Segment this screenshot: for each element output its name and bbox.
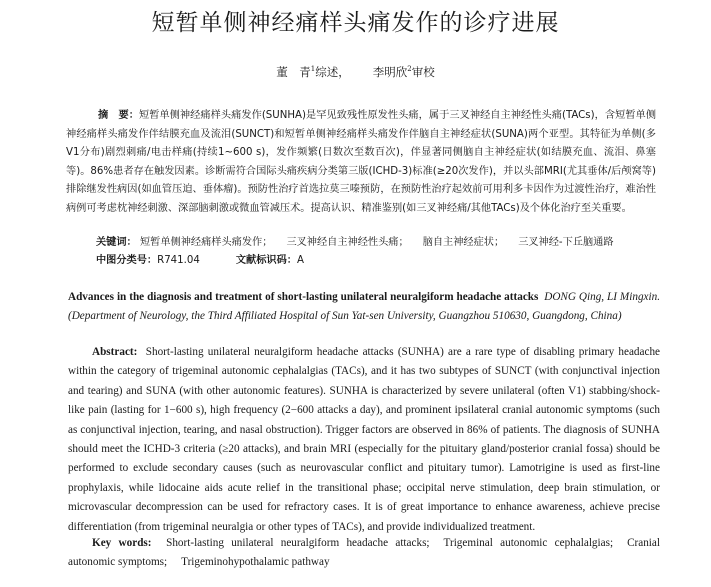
keywords-chinese [96, 233, 614, 248]
english-author-affiliation: DONG Qing, LI Mingxin. (Department of Neurology, the Third Affiliated Hospital of Sun Yat-sen University, Guangzhou 510630, Guangdong, China) [68, 291, 661, 322]
author-2-sup: 2 [407, 65, 412, 74]
keyword-cn-item: 脑自主神经症状； [422, 237, 505, 248]
abstract-cn-label: 摘 要： [98, 110, 139, 121]
keywords-en-label: Key words: [92, 537, 152, 549]
keyword-en-item: Cranial autonomic symptoms; [68, 537, 660, 568]
author-1-role: 综述， [315, 65, 350, 79]
keyword-en-item: Trigeminohypothalamic pathway [181, 556, 330, 568]
keyword-en-item: Trigeminal autonomic cephalalgias; [443, 537, 614, 549]
paper-title: 短暂单侧神经痛样头痛发作的诊疗进展 [151, 10, 560, 36]
doc-code-value: A [296, 255, 304, 266]
clc-value: R741.04 [157, 255, 200, 266]
author-1-sup: 1 [310, 65, 316, 74]
keywords-cn-label: 关键词： [96, 237, 137, 248]
keyword-cn-item: 三叉神经自主神经性头痛； [286, 237, 409, 248]
abstract-english [68, 343, 660, 537]
abstract-en-text: Short-lasting unilateral neuralgiform headache attacks (SUNHA) are a rare type of disabling primary headache within the category of trigeminal autonomic cephalalgias (TACs), and it has two subtypes of SUNCT (with conjunctival injection and tearing) and SUNA (with other autonomic features). SUNHA is characterized by severe unilateral (often V1) stabbing/shock-like pain (lasting for 1−600 s), high frequency (2−600 attacks a day), and prominent ipsilateral cranial autonomic symptoms (such as conjunctival injection, tearing, and nasal obstruction). Trigger factors are observed in 86% of patients. The diagnosis of SUNHA should meet the ICHD-3 criteria (≥20 attacks), and brain MRI (especially for the pituitary gland/posterior cranial fossa) should be performed to exclude secondary causes (such as neurovascular conflict and pituitary tumor). Lamotrigine is used as first-line prophylaxis, while lidocaine aids acute relief in the transitional phase; occipital nerve stimulation, deep brain stimulation, or microvascular decompression can be used for refractory cases. It is of great importance to enhance awareness, achieve precise differentiation (from trigeminal neuralgia or other types of TACs), and provide individualized treatment. [68, 346, 660, 533]
keyword-cn-item: 三叉神经-下丘脑通路 [518, 237, 614, 248]
doc-code-label: 文献标识码： [235, 255, 297, 266]
abstract-chinese [66, 107, 656, 219]
author-line [0, 64, 711, 80]
abstract-cn-text: 短暂单侧神经痛样头痛发作(SUNHA)是罕见致残性原发性头痛，属于三叉神经自主神经性头痛(TACs)，含短暂单侧神经痛样头痛发作伴结膜充血及流泪(SUNCT)和短暂单侧神经痛样头痛发作伴脑自主神经症状(SUNA)两个亚型。其特征为单侧(多V1分布)剧烈刺痛/电击样痛(持续1~600 s)，发作频繁(日数次至数百次)，伴显著同侧脑自主神经症状(如结膜充血、流泪、鼻塞等)。86%患者存在触发因素。诊断需符合国际头痛疾病分类第三版(ICHD-3)标准(≥20次发作)，并以头部MRI(尤其垂体/后颅窝等)排除继发性病因(如血管压迫、垂体瘤)。预防性治疗首选拉莫三嗪预防，在预防性治疗起效前可用利多卡因作为过渡性治疗，难治性病例可考虑枕神经刺激、深部脑刺激或微血管减压术。提高认识、精准鉴别(如三叉神经痛/其他TACs)及个体化治疗至关重要。 [66, 110, 657, 214]
author-2-role: 审校 [411, 65, 435, 79]
classification-line [96, 251, 304, 266]
english-title: Advances in the diagnosis and treatment of short-lasting unilateral neuralgiform headache attacks [68, 291, 539, 303]
clc-label: 中图分类号： [96, 255, 158, 266]
abstract-en-label: Abstract: [92, 346, 138, 358]
keyword-cn-item: 短暂单侧神经痛样头痛发作； [140, 237, 273, 248]
keywords-english [68, 534, 660, 572]
keyword-en-item: Short-lasting unilateral neuralgiform headache attacks; [166, 537, 430, 549]
author-2-name: 李明欣 [372, 65, 408, 79]
english-title-block [68, 288, 660, 326]
author-1-name: 董 青 [276, 65, 311, 79]
